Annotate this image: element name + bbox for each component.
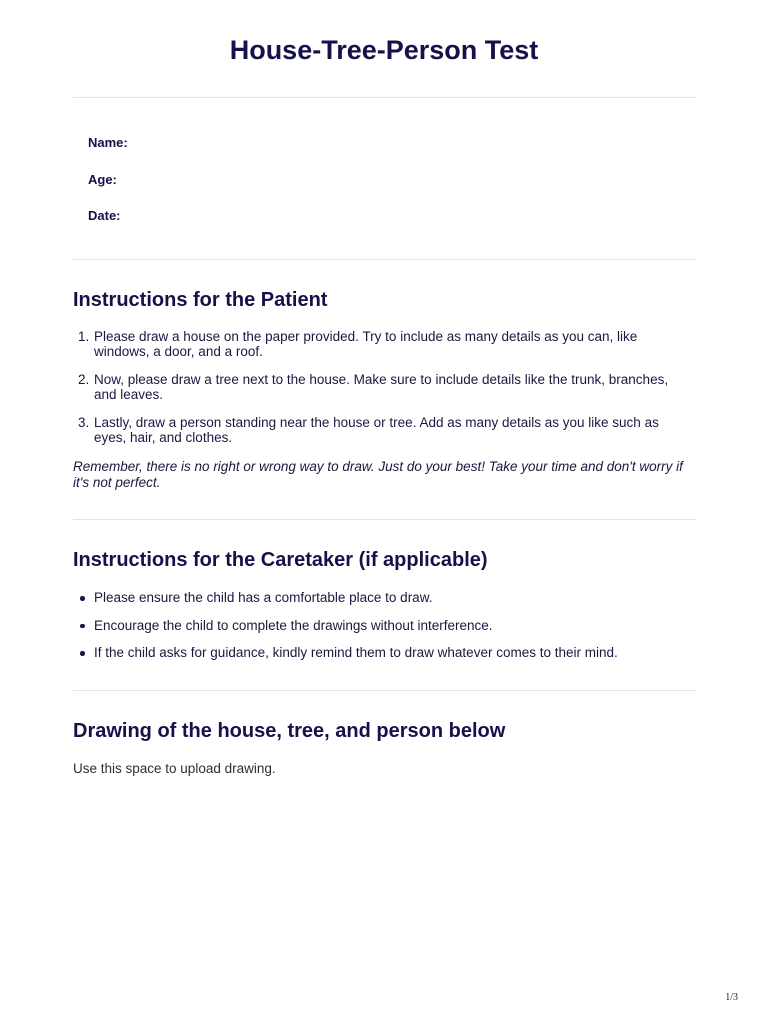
encouragement-note: Remember, there is no right or wrong way to draw. Just do your best! Take your time and don't worry if it's not perfect. bbox=[73, 459, 683, 490]
list-item bbox=[73, 618, 693, 634]
divider bbox=[73, 259, 696, 260]
patient-instructions-list bbox=[73, 329, 693, 458]
list-item bbox=[73, 372, 693, 402]
list-item bbox=[73, 329, 693, 359]
list-item-text: Lastly, draw a person standing near the house or tree. Add as many details as you like such as eyes, hair, and clothes. bbox=[94, 415, 659, 445]
list-item bbox=[73, 415, 693, 445]
divider bbox=[73, 97, 696, 98]
list-number: 3. bbox=[78, 415, 90, 430]
list-item-text: Please ensure the child has a comfortable place to draw. bbox=[94, 590, 433, 605]
drawing-section-heading: Drawing of the house, tree, and person below bbox=[73, 720, 506, 742]
caretaker-instructions-list bbox=[73, 590, 693, 673]
page-title: House-Tree-Person Test bbox=[229, 35, 539, 65]
bullet-icon bbox=[80, 651, 85, 656]
list-item-text: If the child asks for guidance, kindly remind them to draw whatever comes to their mind. bbox=[94, 645, 618, 660]
patient-instructions-heading: Instructions for the Patient bbox=[73, 289, 328, 311]
divider bbox=[73, 690, 696, 691]
caretaker-instructions-heading: Instructions for the Caretaker (if applicable) bbox=[73, 549, 488, 571]
divider bbox=[73, 519, 696, 520]
list-item bbox=[73, 645, 693, 661]
list-number: 1. bbox=[78, 329, 90, 344]
list-item-text: Now, please draw a tree next to the house. Make sure to include details like the trunk, branches, and leaves. bbox=[94, 372, 669, 402]
list-item-text: Encourage the child to complete the drawings without interference. bbox=[94, 617, 493, 633]
bullet-icon bbox=[80, 624, 85, 629]
bullet-icon bbox=[80, 596, 85, 601]
upload-instruction: Use this space to upload drawing. bbox=[73, 761, 276, 776]
list-number: 2. bbox=[78, 372, 90, 387]
list-item bbox=[73, 590, 693, 606]
date-label: Date: bbox=[88, 208, 121, 223]
name-label: Name: bbox=[88, 135, 128, 150]
age-label: Age: bbox=[88, 172, 117, 187]
page-number: 1/3 bbox=[725, 992, 738, 1003]
list-item-text: Please draw a house on the paper provided. Try to include as many details as you can, like windows, a door, and a roof. bbox=[94, 329, 638, 359]
